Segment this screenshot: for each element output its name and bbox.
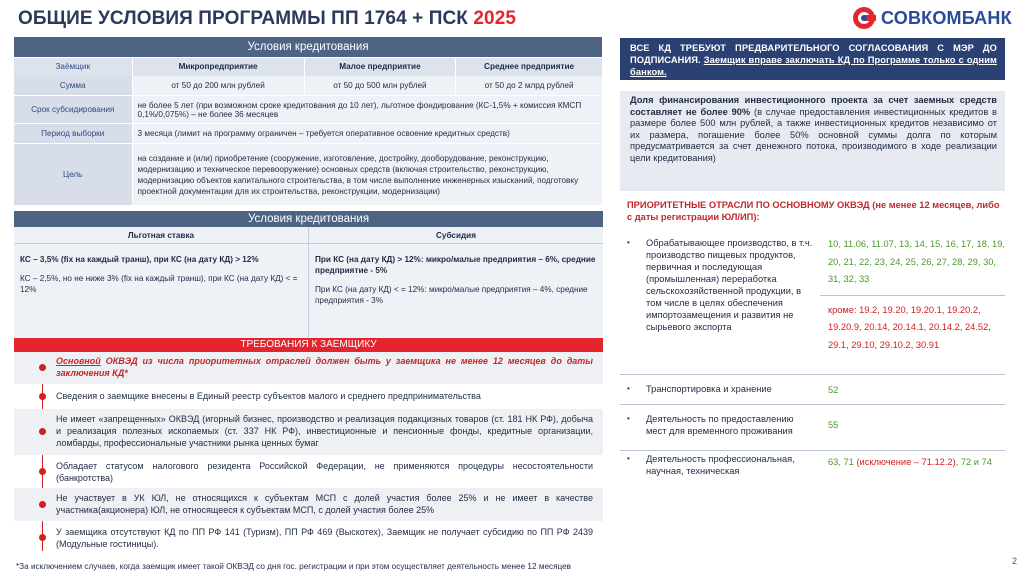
bullet-icon: • [627,414,630,423]
term-value: не более 5 лет (при возможном сроке кредитования до 10 лет), льготное фондирование (КС-1,5% + комиссия КМСП 0,1%/0,075%) – не более 36 месяцев [132,96,603,124]
sovcombank-logo [852,6,1012,30]
sector-name: Транспортировка и хранение [646,384,772,394]
footnote: *За исключением случаев, когда заемщик имеет такой ОКВЭД со дня гос. регистрации и при этом осуществляет деятельность менее 12 месяцев [16,562,572,571]
period-value: 3 месяца (лимит на программу ограничен – требуется оперативное освоение кредитных средств) [132,124,603,144]
bullet-icon: • [627,384,630,393]
col-header-subsidy: Субсидия [309,227,603,244]
approval-notice: ВСЕ КД ТРЕБУЮТ ПРЕДВАРИТЕЛЬНОГО СОГЛАСОВАНИЯ С МЭР ДО ПОДПИСАНИЯ. Заемщик вправе заключать КД по Программе только с одним банком. [620,38,1005,80]
sector-exceptions: кроме: 19.2, 19.20, 19.20.1, 19.20.2, 19.20.9, 20.14, 20.14.1, 20.14.2, 24.52, 29.1, 29.10, 29.10.2, 30.91 [828,304,991,350]
col-header-rate: Льготная ставка [14,227,308,244]
bullet-dot [39,468,46,475]
requirement-item: Основной ОКВЭД из числа приоритетных отраслей должен быть у заемщика не менее 12 месяцев до даты заключения КД* [14,352,603,384]
sector-row [620,375,1005,405]
priority-sectors-table [620,229,1005,499]
sector-row [620,405,1005,451]
row-label-goal: Цель [14,144,132,206]
bullet-dot [39,501,46,508]
rate-row-1: КС – 3,5% (fix на каждый транш), при КС (на дату КД) > 12% [20,255,259,264]
sum-small: от 50 до 500 млн рублей [304,76,455,96]
requirement-item: Обладает статусом налогового резидента Российской Федерации, не применяются процедуры несостоятельности (банкротства) [14,455,603,488]
subsidy-column [309,227,603,338]
subsidy-row-1: При КС (на дату КД) > 12%: микро/малые предприятия – 6%, средние предприятие - 5% [315,255,596,275]
sector-name: Деятельность профессиональная, научная, техническая [646,454,795,476]
requirement-item: У заемщика отсутствуют КД по ПП РФ 141 (Туризм), ПП РФ 469 (Выскотех), Заемщик не получает субсидию по ПП РФ 2439 (Модульные гостиницы). [14,521,603,551]
table-header: Условия кредитования [14,37,603,58]
credit-conditions-table [14,37,603,206]
rate-column [14,227,309,338]
financing-share-note: Доля финансирования инвестиционного проекта за счет заемных средств составляет не более 90% (в случае предоставления инвестиционных кредитов в размере более 500 млн рублей, а также инвестиционных кредитов независимо от их размера, погашение более 50% основной суммы долга по которым предусматривается за счет денежного потока, производимого в ходе реализации цели кредитования) [620,91,1005,191]
rate-row-2: КС – 2,5%, но не ниже 3% (fix на каждый транш), при КС (на дату КД) < = 12% [20,274,298,294]
sector-name: Обрабатывающее производство, в т.ч. производство пищевых продуктов, первичная и последующая (промышленная) переработка сельскохозяйственной продукции, в том числе в целях обеспечения импортозамещения и развития не сырьевого экспорта [646,238,813,332]
bullet-dot [39,364,46,371]
table-header: Условия кредитования [14,211,603,227]
sum-micro: от 50 до 200 млн рублей [132,76,304,96]
rate-subsidy-table [14,211,603,338]
sector-row [620,451,1005,499]
sector-name: Деятельность по предоставлению мест для временного проживания [646,414,794,436]
requirement-item: Не участвует в УК ЮЛ, не относящихся к субъектам МСП с долей участия более 25% и не имеет в качестве участника(акционера) ЮЛ, не относящееся к субъектам МСП, с долей участия более 25% [14,488,603,521]
sector-row [620,229,1005,375]
row-label-term: Срок субсидирования [14,96,132,124]
page-number: 2 [1012,556,1018,566]
sovcombank-logo-icon [852,6,876,30]
borrower-requirements [14,338,603,551]
col-header-micro: Микропредприятие [132,58,304,76]
subsidy-row-2: При КС (на дату КД) < = 12%: микро/малые предприятия – 4%, средние предприятия - 3% [315,285,588,305]
col-header-borrower: Заёмщик [14,58,132,76]
priority-sectors-title: ПРИОРИТЕТНЫЕ ОТРАСЛИ ПО ОСНОВНОМУ ОКВЭД (не менее 12 месяцев, либо с даты регистрации ЮЛ/ИП): [627,200,1000,222]
col-header-medium: Среднее предприятие [456,58,603,76]
bullet-dot [39,428,46,435]
logo-text: СОВКОМБАНК [881,7,1012,28]
bullet-dot [39,534,46,541]
goal-value: на создание и (или) приобретение (сооружение, изготовление, достройку, дооборудование, реконструкцию, модернизацию и техническое перевооружение) основных средств (включая строительство, реконструкцию, модернизацию объектов капитального строительства, в том числе выполнение инженерных изысканий, подготовку проектной документации для их строительства, реконструкции, модернизации) [132,144,603,206]
row-label-sum: Сумма [14,76,132,96]
page-title: ОБЩИЕ УСЛОВИЯ ПРОГРАММЫ ПП 1764 + ПСК 2025 [18,8,517,29]
bullet-icon: • [627,454,630,463]
requirement-item: Сведения о заемщике внесены в Единый реестр субъектов малого и среднего предпринимательства [14,384,603,409]
sector-codes: 55 [828,420,839,430]
sector-codes: 10, 11.06, 11.07, 13, 14, 15, 16, 17, 18, 19, 20, 21, 22, 23, 24, 25, 26, 27, 28, 29, 30, 31, 32, 33 [820,236,1005,296]
sum-medium: от 50 до 2 млрд рублей [456,76,603,96]
requirements-header: ТРЕБОВАНИЯ К ЗАЕМЩИКУ [14,338,603,352]
requirement-item: Не имеет «запрещенных» ОКВЭД (игорный бизнес, производство и реализация подакцизных товаров (ст. 181 НК РФ), добыча и реализация полезных ископаемых (ст. 337 НК РФ), инвестиционные и пенсионные фонды, кредитные организации, ломбарды, профессиональные участники рынка ценных бумаг [14,409,603,455]
sector-codes: 63, 71 (исключение – 71.12.2), 72 и 74 [828,457,992,467]
sector-codes: 52 [828,385,839,395]
bullet-dot [39,393,46,400]
row-label-period: Период выборки [14,124,132,144]
col-header-small: Малое предприятие [304,58,455,76]
bullet-icon: • [627,238,630,247]
